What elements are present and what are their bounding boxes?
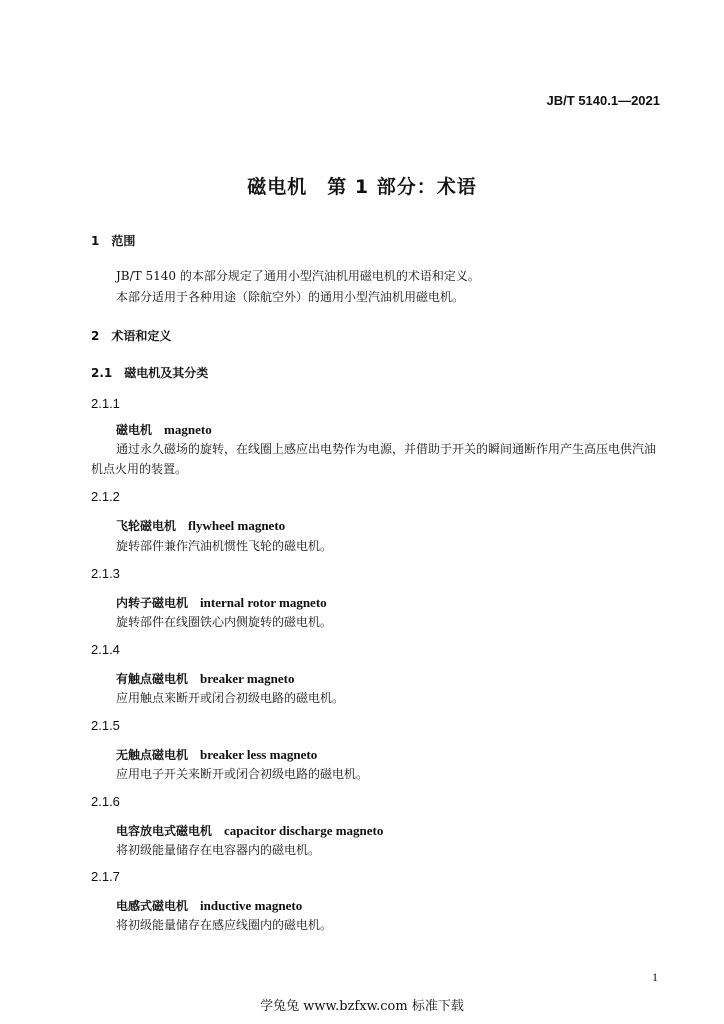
term-cn: 电容放电式磁电机 (116, 824, 213, 838)
term-en: breaker less magneto (200, 747, 318, 762)
scope-paragraph-2: 本部分适用于各种用途（除航空外）的通用小型汽油机用磁电机。 (116, 290, 465, 304)
term-definition: 将初级能量储存在感应线圈内的磁电机。 (116, 918, 333, 932)
term-heading (116, 822, 383, 839)
section-heading-terms: 2 术语和定义 (91, 329, 172, 343)
scope-paragraph-1: JB/T 5140 的本部分规定了通用小型汽油机用磁电机的术语和定义。 (116, 269, 480, 283)
term-heading (116, 670, 295, 687)
term-en: magneto (164, 422, 212, 437)
term-definition: 通过永久磁场的旋转，在线圈上感应出电势作为电源，并借助于开关的瞬间通断作用产生高压电供汽油机点火用的装置。 (91, 442, 657, 476)
entry-number: 2.1.7 (91, 869, 120, 884)
page-number: 1 (652, 970, 658, 984)
term-heading (116, 746, 317, 763)
term-heading (116, 421, 212, 438)
term-en: internal rotor magneto (200, 595, 327, 610)
document-title: 磁电机 第 1 部分：术语 (247, 176, 477, 198)
entry-number: 2.1.5 (91, 718, 120, 733)
footer-watermark: 学兔兔 www.bzfxw.com 标准下载 (260, 999, 464, 1014)
term-definition: 旋转部件兼作汽油机惯性飞轮的磁电机。 (116, 539, 333, 553)
term-en: inductive magneto (200, 898, 303, 913)
term-heading (116, 897, 302, 914)
term-definition: 应用触点来断开或闭合初级电路的磁电机。 (116, 691, 345, 705)
standard-number: JB/T 5140.1—2021 (546, 93, 660, 108)
term-heading (116, 517, 285, 534)
entry-number: 2.1.1 (91, 396, 120, 411)
term-definition: 应用电子开关来断开或闭合初级电路的磁电机。 (116, 767, 369, 781)
term-en: breaker magneto (200, 671, 295, 686)
entry-number: 2.1.2 (91, 489, 120, 504)
term-cn: 飞轮磁电机 (116, 519, 177, 533)
entry-number: 2.1.6 (91, 794, 120, 809)
term-en: flywheel magneto (188, 518, 286, 533)
term-cn: 无触点磁电机 (116, 748, 189, 762)
term-definition: 将初级能量储存在电容器内的磁电机。 (116, 843, 321, 857)
entry-number: 2.1.3 (91, 566, 120, 581)
term-cn: 磁电机 (116, 423, 153, 437)
term-cn: 内转子磁电机 (116, 596, 189, 610)
term-en: capacitor discharge magneto (224, 823, 384, 838)
term-cn: 电感式磁电机 (116, 899, 189, 913)
entry-number: 2.1.4 (91, 642, 120, 657)
term-cn: 有触点磁电机 (116, 672, 189, 686)
section-heading-scope: 1 范围 (91, 234, 136, 248)
term-heading (116, 594, 327, 611)
subsection-heading-magneto-classification: 2.1 磁电机及其分类 (91, 366, 209, 380)
term-definition: 旋转部件在线圈铁心内侧旋转的磁电机。 (116, 615, 333, 629)
